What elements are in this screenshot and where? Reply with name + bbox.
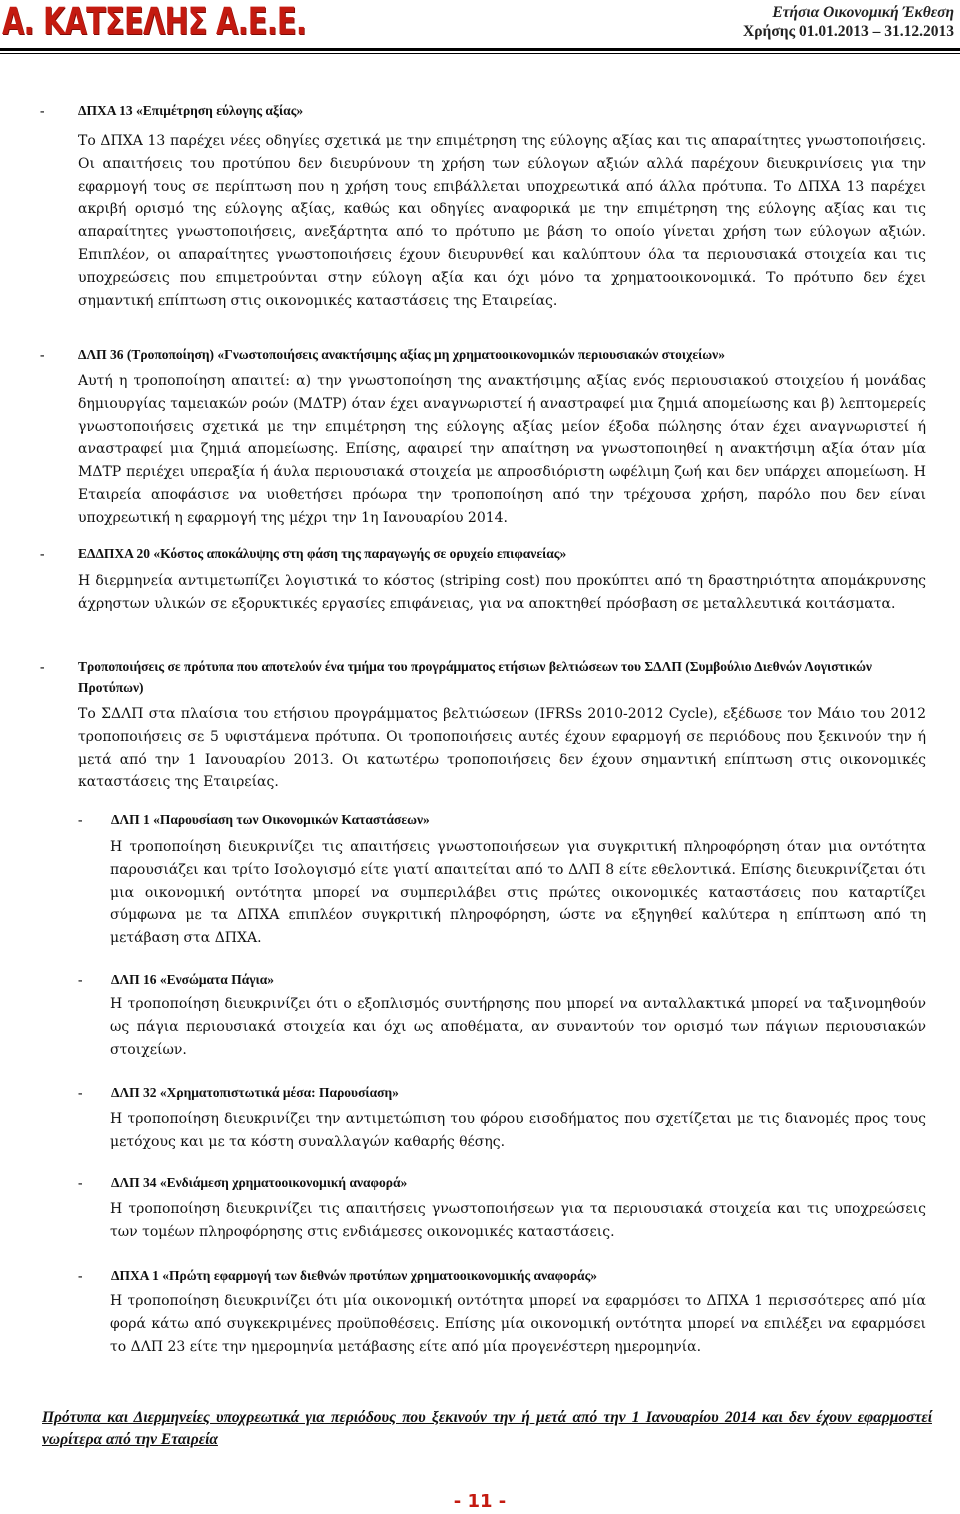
bullet-dash: - <box>40 103 45 118</box>
subsection-title: ΔΛΠ 34 «Ενδιάμεση χρηματοοικονομική αναφορά» <box>111 1175 408 1190</box>
subsection-body: Η τροποποίηση διευκρινίζει την αντιμετώπιση του φόρου εισοδήματος που σχετίζεται με τις διανομές προς τους μετόχους και με τα κόστη συναλλαγών καθαρής θέσης. <box>110 1111 926 1150</box>
section-body: Το ΣΔΛΠ στα πλαίσια του ετήσιου προγράμματος βελτιώσεων (IFRSs 2010-2012 Cycle), εξέδωσε τον Μάιο του 2012 τροποποιήσεις σε 5 υφιστάμενα πρότυπα. Οι τροποποιήσεις αυτές έχουν εφαρμογή σε περιόδους που ξεκινούν την ή μετά από την 1 Ιανουαρίου 2013. Οι κατωτέρω τροποποιήσεις δεν έχουν σημαντική επίπτωση στις οικονομικές καταστάσεις της Εταιρείας. <box>78 706 926 791</box>
subsection-heading <box>78 809 926 830</box>
header-rule-thin <box>0 53 960 54</box>
section-heading <box>40 656 926 698</box>
subsection-body: Η τροποποίηση διευκρινίζει ότι μία οικονομική οντότητα μπορεί να εφαρμόσει το ΔΠΧΑ 1 περισσότερες από μία φορά κάτω από συγκεκριμένες προϋποθέσεις. Επίσης μία οικονομική οντότητα μπορεί να επιλέξει να εφαρμόσει το ΔΛΠ 23 είτε την ημερομηνία μετάβασης είτε από μία προγενέστερη ημερομηνία. <box>110 1293 926 1355</box>
subsection-heading <box>78 969 926 990</box>
subsection-heading <box>78 1265 926 1286</box>
subsection-body: Η τροποποίηση διευκρινίζει ότι ο εξοπλισμός συντήρησης που μπορεί να ανταλλακτικά μπορεί να ταξινομηθούν ως πάγια περιουσιακά στοιχεία και όχι ως αποθέματα, αν συναντούν τον ορισμό των πάγιων περιουσιακών στοιχείων. <box>110 996 926 1058</box>
footer-heading: Πρότυπα και Διερμηνείες υποχρεωτικά για περιόδους που ξεκινούν την ή μετά από την 1 Ιανουαρίου 2014 και δεν έχουν εφαρμοστεί νωρίτερα από την Εταιρεία <box>42 1409 932 1448</box>
page-header <box>0 0 960 56</box>
subsection-heading <box>78 1082 926 1103</box>
bullet-dash: - <box>40 347 45 362</box>
section-heading <box>40 344 926 365</box>
section-body: Το ΔΠΧΑ 13 παρέχει νέες οδηγίες σχετικά με την επιμέτρηση της εύλογης αξίας και τις απαραίτητες γνωστοποιήσεις. Οι απαιτήσεις του προτύπου δεν διευρύνουν τη χρήση των εύλογων αξιών αλλά παρέχουν διευκρινίσεις για την εφαρμογή τους σε περίπτωση που η χρήση τους επιβάλλεται υποχρεωτικά από άλλα πρότυπα. Το ΔΠΧΑ 13 παρέχει ακριβή ορισμό της εύλογης αξίας, καθώς και οδηγίες αναφορικά με την επιμέτρηση της εύλογης αξίας και τις απαραίτητες γνωστοποιήσεις, ανεξάρτητα από το πρότυπο με βάση το οποίο γίνεται χρήση των εύλογων αξιών. Επιπλέον, οι απαραίτητες γνωστοποιήσεις έχουν διευρυνθεί και καλύπτουν όλα τα περιουσιακά στοιχεία και τις υποχρεώσεις που επιμετρούνται στην εύλογη αξία και όχι μόνο τα χρηματοοικονομικά. Το πρότυπο δεν έχει σημαντική επίπτωση στις οικονομικές καταστάσεις της Εταιρείας. <box>78 133 926 309</box>
page-number: - 11 - <box>453 1491 507 1512</box>
bullet-dash: - <box>40 546 45 561</box>
section-body: Αυτή η τροποποίηση απαιτεί: α) την γνωστοποίηση της ανακτήσιμης αξίας ενός περιουσιακού στοιχείου ή μονάδας δημιουργίας ταμειακών ροών (ΜΔΤΡ) όταν έχει αναγνωριστεί ή αναστραφεί μια ζημιά απομείωσης και β) λεπτομερείς γνωστοποιήσεις σχετικά με την επιμέτρηση της εύλογης αξίας μείον έξοδα πώλησης όταν έχει αναγνωριστεί ή αναστραφεί μια ζημιά απομείωσης. Επίσης, αφαιρεί την απαίτηση να γνωστοποιηθεί η ανακτήσιμη αξία όταν μία ΜΔΤΡ περιέχει υπεραξία ή άυλα περιουσιακά στοιχεία με απροσδιόριστη ωφέλιμη ζωή και δεν υπάρχει απομείωση. Η Εταιρεία αποφάσισε να υιοθετήσει πρόωρα την τροποποίηση από την τρέχουσα χρήση, παρόλο που δεν είναι υποχρεωτική η εφαρμογή της μέχρι την 1η Ιανουαρίου 2014. <box>78 373 926 526</box>
section-body: Η διερμηνεία αντιμετωπίζει λογιστικά το κόστος (striping cost) που προκύπτει από τη δραστηριότητα απομάκρυνσης άχρηστων υλικών σε εξορυκτικές εργασίες επιφάνειας, για να αποκτηθεί πρόσβαση σε μεταλλευτικά κοιτάσματα. <box>78 573 926 612</box>
bullet-dash: - <box>78 972 83 987</box>
section-heading <box>40 100 926 121</box>
company-logo: Α. ΚΑΤΣΕΛΗΣ Α.Ε.Ε. <box>2 0 307 43</box>
bullet-dash: - <box>78 812 83 827</box>
subsection-body: Η τροποποίηση διευκρινίζει τις απαιτήσεις γνωστοποιήσεων για τα περιουσιακά στοιχεία και τις υποχρεώσεις των τομέων πληροφόρησης στις ενδιάμεσες οικονομικές καταστάσεις. <box>110 1201 926 1240</box>
subsection-title: ΔΛΠ 32 «Χρηματοπιστωτικά μέσα: Παρουσίαση» <box>111 1085 399 1100</box>
subsection-body: Η τροποποίηση διευκρινίζει τις απαιτήσεις γνωστοποιήσεων για συγκριτική πληροφόρηση όταν μια οντότητα παρουσιάζει και τρίτο Ισολογισμό είτε γιατί απαιτείται από το ΔΛΠ 8 είτε εθελοντικά. Επίσης διευκρινίζεται ότι μια οικονομική οντότητα μπορεί να συμπεριλάβει στις πρώτες οικονομικές καταστάσεις που καταρτίζει σύμφωνα με τα ΔΠΧΑ επιπλέον συγκριτική πληροφόρηση, ώστε να εξηγηθεί καλύτερα η επίπτωση από τη μετάβαση στα ΔΠΧΑ. <box>110 839 926 947</box>
header-rule <box>0 48 960 51</box>
report-period: Χρήσης 01.01.2013 – 31.12.2013 <box>743 23 954 40</box>
section-title: ΔΠΧΑ 13 «Επιμέτρηση εύλογης αξίας» <box>78 103 304 118</box>
subsection-title: ΔΠΧΑ 1 «Πρώτη εφαρμογή των διεθνών προτύπων χρηματοοικονομικής αναφοράς» <box>111 1268 598 1283</box>
bullet-dash: - <box>78 1175 83 1190</box>
section-title: Τροποποιήσεις σε πρότυπα που αποτελούν ένα τμήμα του προγράμματος ετήσιων βελτιώσεων του ΣΔΛΠ (Συμβούλιο Διεθνών Λογιστικών Προτύπων) <box>78 659 872 695</box>
report-title: Ετήσια Οικονομική Έκθεση <box>772 4 954 21</box>
bullet-dash: - <box>78 1085 83 1100</box>
report-info <box>743 3 954 41</box>
bullet-dash: - <box>40 659 45 674</box>
bullet-dash: - <box>78 1268 83 1283</box>
section-title: ΕΔΔΠΧΑ 20 «Κόστος αποκάλυψης στη φάση της παραγωγής σε ορυχείο επιφανείας» <box>78 546 567 561</box>
subsection-title: ΔΛΠ 16 «Ενσώματα Πάγια» <box>111 972 275 987</box>
subsection-title: ΔΛΠ 1 «Παρουσίαση των Οικονομικών Καταστάσεων» <box>111 812 430 827</box>
section-title: ΔΛΠ 36 (Τροποποίηση) «Γνωστοποιήσεις ανακτήσιμης αξίας μη χρηματοοικονομικών περιουσιακών στοιχείων» <box>78 347 725 362</box>
section-heading <box>40 543 926 564</box>
subsection-heading <box>78 1172 926 1193</box>
